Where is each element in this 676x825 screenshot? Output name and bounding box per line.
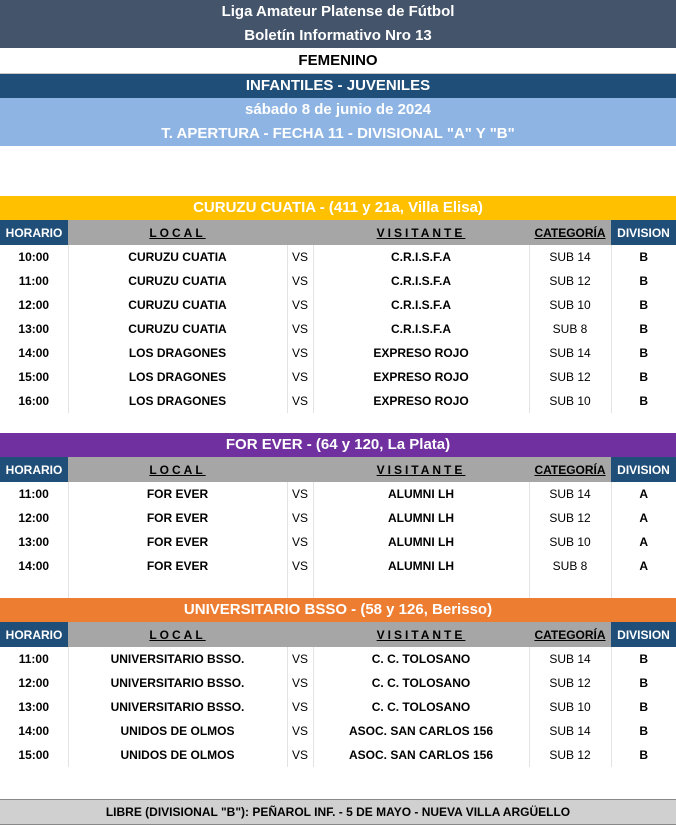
versus-label: VS <box>287 269 313 293</box>
column-header-local: LOCAL <box>68 622 287 647</box>
match-category: SUB 8 <box>529 317 611 341</box>
versus-label: VS <box>287 671 313 695</box>
match-time: 15:00 <box>0 743 68 767</box>
match-division: B <box>639 346 649 360</box>
match-category: SUB 12 <box>529 506 611 530</box>
match-time: 12:00 <box>0 506 68 530</box>
column-header-categoria: CATEGORÍA <box>529 622 611 647</box>
match-time: 13:00 <box>0 530 68 554</box>
column-header-division: DIVISION <box>611 220 676 245</box>
local-team: CURUZU CUATIA <box>68 269 287 293</box>
column-header-categoria: CATEGORÍA <box>529 457 611 482</box>
fixtures-table <box>0 457 676 598</box>
local-team: CURUZU CUATIA <box>68 293 287 317</box>
column-header-visitante: VISITANTE <box>313 457 529 482</box>
local-team: FOR EVER <box>68 530 287 554</box>
match-time: 13:00 <box>0 317 68 341</box>
venue-block <box>0 433 676 598</box>
visitor-team: ASOC. SAN CARLOS 156 <box>313 743 529 767</box>
venue-block <box>0 598 676 767</box>
versus-label: VS <box>287 365 313 389</box>
visitor-team: ASOC. SAN CARLOS 156 <box>313 719 529 743</box>
match-time: 11:00 <box>0 482 68 506</box>
table-row <box>0 317 676 341</box>
match-division: B <box>639 322 649 336</box>
fixtures-table <box>0 220 676 413</box>
table-row <box>0 695 676 719</box>
table-row <box>0 293 676 317</box>
local-team: CURUZU CUATIA <box>68 245 287 269</box>
versus-label: VS <box>287 695 313 719</box>
section-gap <box>0 413 676 433</box>
league-title: Liga Amateur Platense de Fútbol <box>0 0 676 24</box>
match-division: B <box>639 394 649 408</box>
table-row <box>0 743 676 767</box>
bulletin-number: Boletín Informativo Nro 13 <box>0 24 676 48</box>
local-team: LOS DRAGONES <box>68 389 287 413</box>
match-time: 14:00 <box>0 341 68 365</box>
match-time: 14:00 <box>0 554 68 578</box>
match-division: A <box>639 559 649 573</box>
match-category: SUB 14 <box>529 341 611 365</box>
tournament-title: T. APERTURA - FECHA 11 - DIVISIONAL "A" Y "B" <box>0 122 676 146</box>
local-team: UNIDOS DE OLMOS <box>68 719 287 743</box>
table-row <box>0 482 676 506</box>
visitor-team: C. C. TOLOSANO <box>313 647 529 671</box>
table-header-row <box>0 220 676 245</box>
match-division: A <box>639 487 649 501</box>
versus-label: VS <box>287 245 313 269</box>
match-category: SUB 10 <box>529 695 611 719</box>
column-header-horario: HORARIO <box>0 457 68 482</box>
match-division: B <box>639 298 649 312</box>
match-category: SUB 12 <box>529 743 611 767</box>
column-header-categoria: CATEGORÍA <box>529 220 611 245</box>
versus-label: VS <box>287 293 313 317</box>
local-team: FOR EVER <box>68 506 287 530</box>
visitor-team: EXPRESO ROJO <box>313 389 529 413</box>
column-header-division: DIVISION <box>611 457 676 482</box>
versus-label: VS <box>287 719 313 743</box>
visitor-team: C.R.I.S.F.A <box>313 293 529 317</box>
column-header-visitante: VISITANTE <box>313 622 529 647</box>
visitor-team: C.R.I.S.F.A <box>313 269 529 293</box>
local-team: UNIVERSITARIO BSSO. <box>68 671 287 695</box>
match-category: SUB 10 <box>529 389 611 413</box>
table-row <box>0 245 676 269</box>
table-row <box>0 269 676 293</box>
local-team: UNIVERSITARIO BSSO. <box>68 647 287 671</box>
visitor-team: EXPRESO ROJO <box>313 341 529 365</box>
match-category: SUB 14 <box>529 482 611 506</box>
versus-label: VS <box>287 743 313 767</box>
match-category: SUB 10 <box>529 530 611 554</box>
visitor-team: C. C. TOLOSANO <box>313 695 529 719</box>
versus-label: VS <box>287 482 313 506</box>
local-team: LOS DRAGONES <box>68 341 287 365</box>
match-date: sábado 8 de junio de 2024 <box>0 98 676 122</box>
match-time: 15:00 <box>0 365 68 389</box>
match-division: A <box>639 535 649 549</box>
match-category: SUB 14 <box>529 719 611 743</box>
local-team: FOR EVER <box>68 482 287 506</box>
visitor-team: EXPRESO ROJO <box>313 365 529 389</box>
match-division: A <box>639 511 649 525</box>
column-header-local: LOCAL <box>68 457 287 482</box>
versus-label: VS <box>287 647 313 671</box>
match-division: B <box>639 250 649 264</box>
match-category: SUB 12 <box>529 365 611 389</box>
match-category: SUB 14 <box>529 647 611 671</box>
table-row <box>0 530 676 554</box>
venue-block <box>0 196 676 413</box>
versus-label: VS <box>287 317 313 341</box>
visitor-team: C.R.I.S.F.A <box>313 317 529 341</box>
match-time: 12:00 <box>0 671 68 695</box>
match-time: 10:00 <box>0 245 68 269</box>
table-row <box>0 554 676 578</box>
versus-label: VS <box>287 506 313 530</box>
match-category: SUB 12 <box>529 671 611 695</box>
table-row <box>0 506 676 530</box>
table-row <box>0 647 676 671</box>
match-time: 16:00 <box>0 389 68 413</box>
visitor-team: ALUMNI LH <box>313 506 529 530</box>
column-header-vs-blank <box>287 220 313 245</box>
column-header-visitante: VISITANTE <box>313 220 529 245</box>
table-row <box>0 389 676 413</box>
match-time: 13:00 <box>0 695 68 719</box>
match-time: 14:00 <box>0 719 68 743</box>
table-row <box>0 341 676 365</box>
match-category: SUB 14 <box>529 245 611 269</box>
venue-title: UNIVERSITARIO BSSO - (58 y 126, Berisso) <box>0 598 676 622</box>
match-division: B <box>639 370 649 384</box>
match-category: SUB 12 <box>529 269 611 293</box>
match-division: B <box>639 676 649 690</box>
blank-row <box>0 578 676 598</box>
match-category: SUB 8 <box>529 554 611 578</box>
fixtures-table <box>0 622 676 767</box>
visitor-team: C.R.I.S.F.A <box>313 245 529 269</box>
visitor-team: ALUMNI LH <box>313 530 529 554</box>
table-row <box>0 671 676 695</box>
table-header-row <box>0 622 676 647</box>
match-division: B <box>639 652 649 666</box>
versus-label: VS <box>287 530 313 554</box>
column-header-horario: HORARIO <box>0 622 68 647</box>
match-category: SUB 10 <box>529 293 611 317</box>
versus-label: VS <box>287 341 313 365</box>
match-division: B <box>639 748 649 762</box>
visitor-team: ALUMNI LH <box>313 482 529 506</box>
venue-title: CURUZU CUATIA - (411 y 21a, Villa Elisa) <box>0 196 676 220</box>
column-header-division: DIVISION <box>611 622 676 647</box>
local-team: FOR EVER <box>68 554 287 578</box>
table-header-row <box>0 457 676 482</box>
column-header-vs-blank <box>287 622 313 647</box>
table-row <box>0 365 676 389</box>
venue-title: FOR EVER - (64 y 120, La Plata) <box>0 433 676 457</box>
visitor-team: C. C. TOLOSANO <box>313 671 529 695</box>
match-time: 11:00 <box>0 647 68 671</box>
branch-title: FEMENINO <box>0 48 676 74</box>
divisions-title: INFANTILES - JUVENILES <box>0 74 676 98</box>
local-team: UNIDOS DE OLMOS <box>68 743 287 767</box>
column-header-vs-blank <box>287 457 313 482</box>
column-header-horario: HORARIO <box>0 220 68 245</box>
versus-label: VS <box>287 389 313 413</box>
header-spacer <box>0 146 676 196</box>
visitor-team: ALUMNI LH <box>313 554 529 578</box>
local-team: CURUZU CUATIA <box>68 317 287 341</box>
versus-label: VS <box>287 554 313 578</box>
table-row <box>0 719 676 743</box>
local-team: LOS DRAGONES <box>68 365 287 389</box>
match-division: B <box>639 724 649 738</box>
local-team: UNIVERSITARIO BSSO. <box>68 695 287 719</box>
match-division: B <box>639 274 649 288</box>
match-division: B <box>639 700 649 714</box>
match-time: 12:00 <box>0 293 68 317</box>
free-teams-note: LIBRE (DIVISIONAL "B"): PEÑAROL INF. - 5 DE MAYO - NUEVA VILLA ARGÜELLO <box>0 799 676 825</box>
match-time: 11:00 <box>0 269 68 293</box>
column-header-local: LOCAL <box>68 220 287 245</box>
